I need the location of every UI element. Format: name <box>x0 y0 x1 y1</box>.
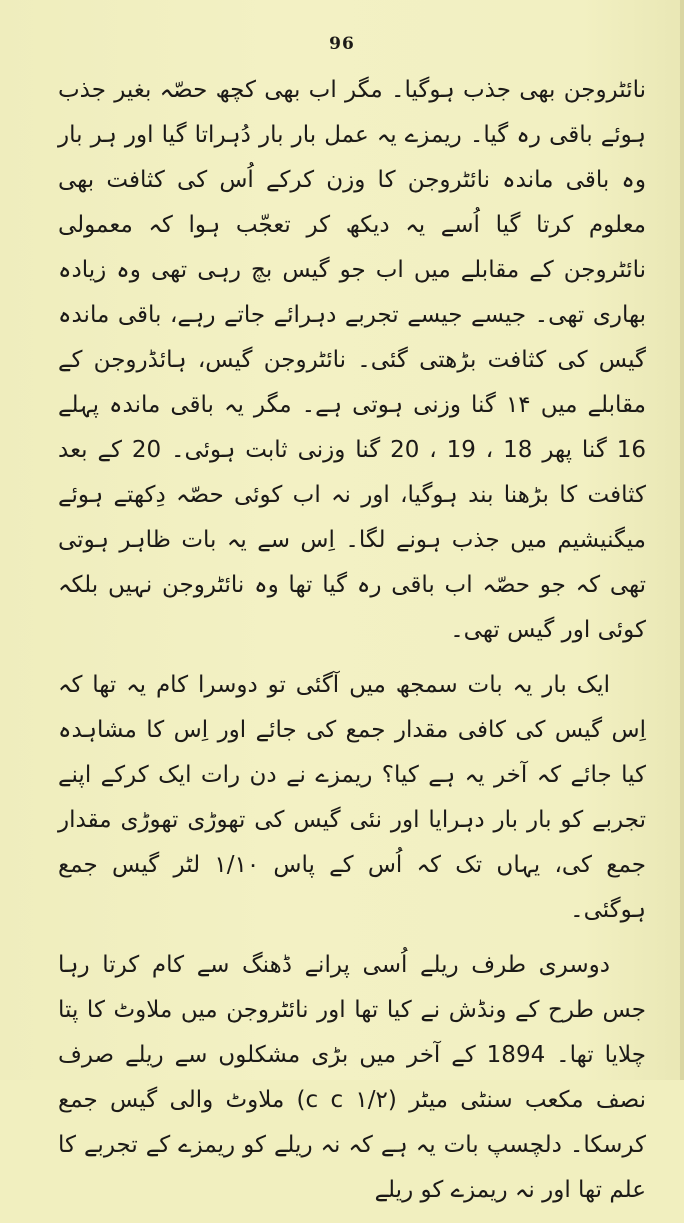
page-body <box>58 68 646 1223</box>
page-edge-divider <box>680 0 684 1080</box>
paragraph-1: نائٹروجن بھی جذب ہوگیا۔ مگر اب بھی کچھ حصّہ بغیر جذب ہوئے باقی رہ گیا۔ ریمزے یہ عمل بار بار دُہراتا گیا اور ہر بار وہ باقی ماندہ نائٹروجن کا وزن کرکے اُس کی کثافت بھی معلوم کرتا گیا اُسے یہ دیکھ کر تعجّب ہوا کہ معمولی نائٹروجن کے مقابلے میں اب جو گیس بچ رہی تھی وہ زیادہ بھاری تھی۔ جیسے جیسے تجربے دہرائے جاتے رہے، باقی ماندہ گیس کی کثافت بڑھتی گئی۔ نائٹروجن گیس، ہائڈروجن کے مقابلے میں ۱۴ گنا وزنی ہوتی ہے۔ مگر یہ باقی ماندہ پہلے 16 گنا پھر 18 ، 19 ، 20 گنا وزنی ثابت ہوئی۔ 20 کے بعد کثافت کا بڑھنا بند ہوگیا، اور نہ اب کوئی حصّہ دِکھتے ہوئے میگنیشیم میں جذب ہونے لگا۔ اِس سے یہ بات ظاہر ہوتی تھی کہ جو حصّہ اب باقی رہ گیا تھا وہ نائٹروجن نہیں بلکہ کوئی اور گیس تھی۔ <box>58 77 647 643</box>
page-number: 96 <box>329 34 355 54</box>
paragraph-3: دوسری طرف ریلے اُسی پرانے ڈھنگ سے کام کرتا رہا جس طرح کے ونڈش نے کیا تھا اور نائٹروجن میں ملاوٹ کا پتا چلایا تھا۔ 1894 کے آخر میں بڑی مشکلوں سے ریلے صرف نصف مکعب سنٹی میٹر (۱/۲ c c) ملاوٹ والی گیس جمع کرسکا۔ دلچسپ بات یہ ہے کہ نہ ریلے کو ریمزے کے تجربے کا علم تھا اور نہ ریمزے کو ریلے <box>58 952 647 1203</box>
paragraph-2: ایک بار یہ بات سمجھ میں آگئی تو دوسرا کام یہ تھا کہ اِس گیس کی کافی مقدار جمع کی جائے اور اِس کا مشاہدہ کیا جائے کہ آخر یہ ہے کیا؟ ریمزے نے دن رات ایک کرکے اپنے تجربے کو بار بار دہرایا اور نئی گیس کی تھوڑی تھوڑی مقدار جمع کی، یہاں تک کہ اُس کے پاس ۱/۱۰ لٹر گیس جمع ہوگئی۔ <box>58 672 647 923</box>
